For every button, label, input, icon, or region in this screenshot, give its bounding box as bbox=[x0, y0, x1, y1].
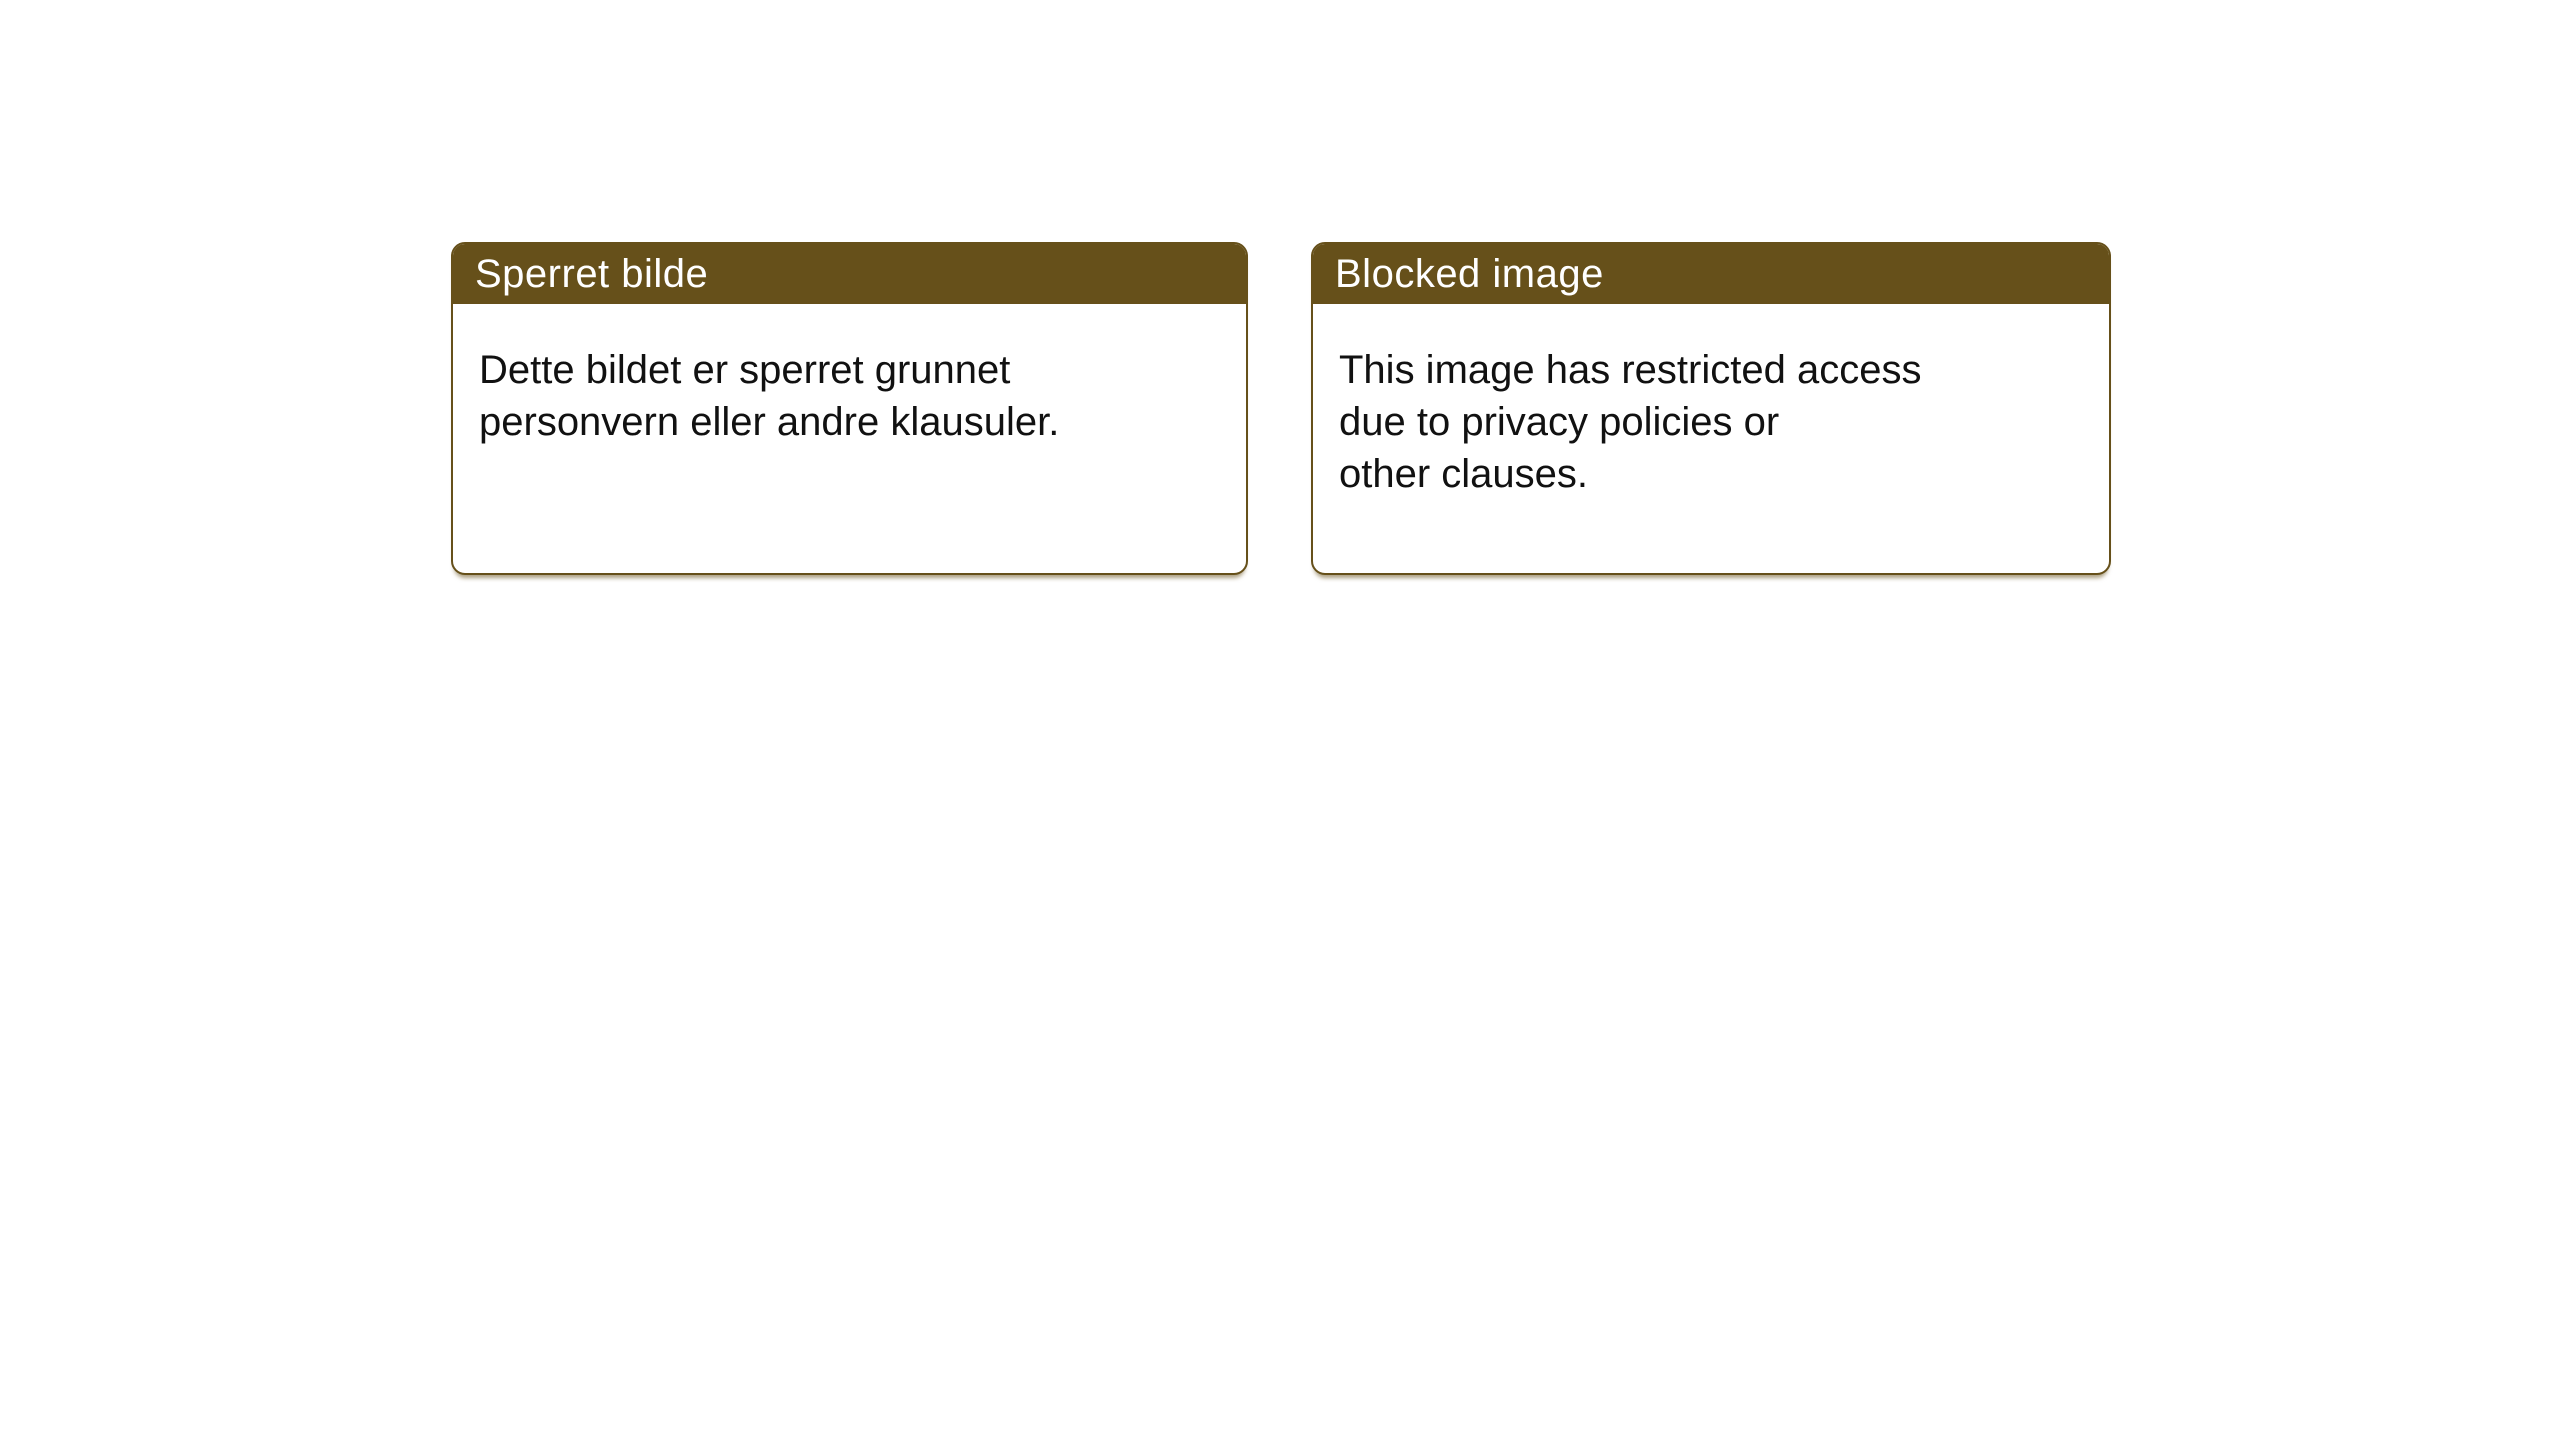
body-line: other clauses. bbox=[1339, 452, 1589, 496]
card-title: Blocked image bbox=[1335, 251, 1604, 296]
body-line: This image has restricted access bbox=[1339, 348, 1922, 392]
body-line: due to privacy policies or bbox=[1339, 400, 1780, 444]
card-body-text bbox=[453, 304, 1246, 448]
body-line: personvern eller andre klausuler. bbox=[479, 400, 1060, 444]
body-line: Dette bildet er sperret grunnet bbox=[479, 348, 1011, 392]
card-header bbox=[453, 244, 1246, 304]
blocked-image-card-norwegian bbox=[451, 242, 1248, 575]
card-title: Sperret bilde bbox=[475, 251, 709, 296]
blocked-image-card-english bbox=[1311, 242, 2111, 575]
card-header bbox=[1313, 244, 2109, 304]
card-body-text bbox=[1313, 304, 2109, 500]
